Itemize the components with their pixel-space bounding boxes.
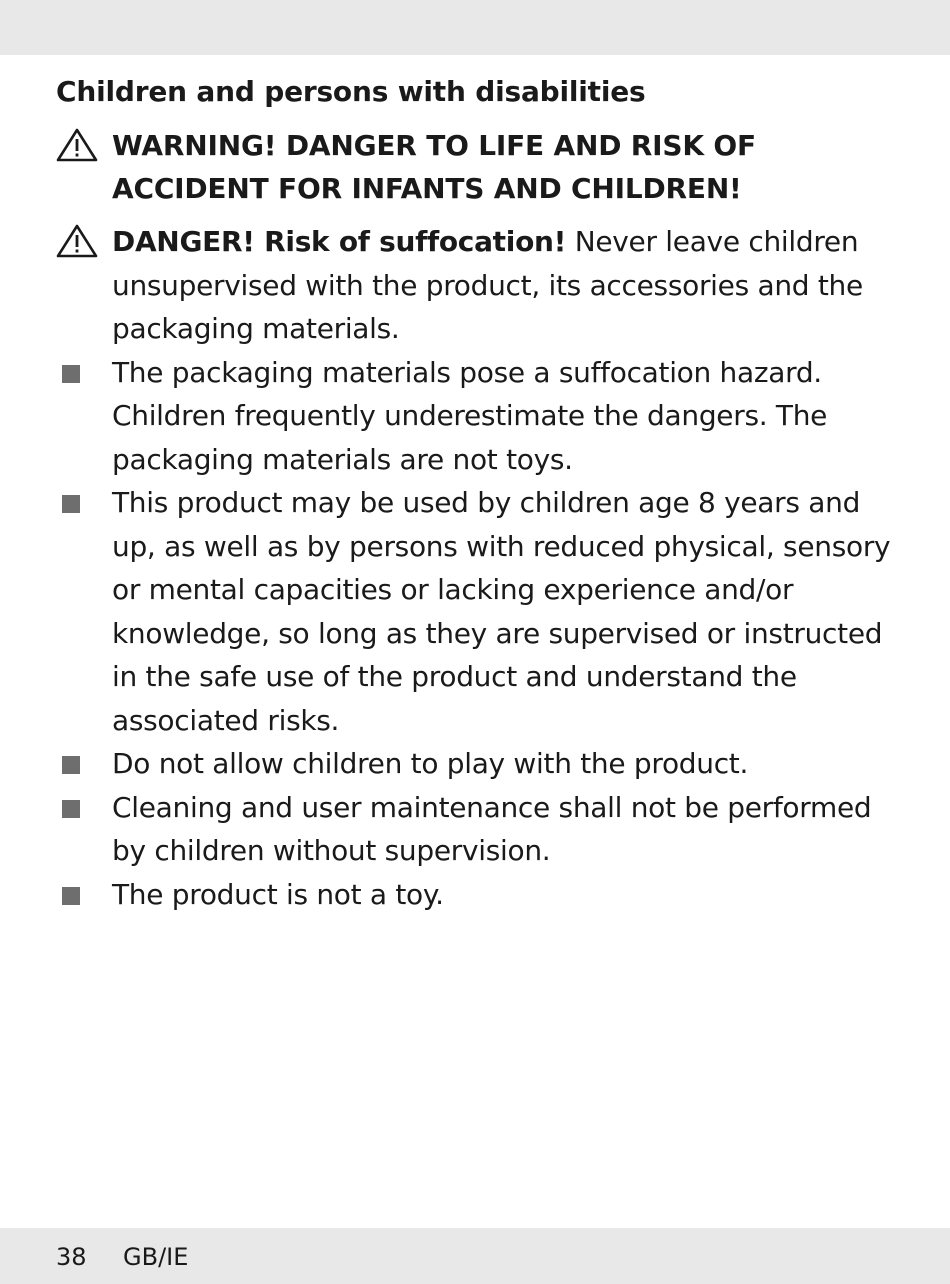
warning-triangle-icon — [56, 128, 98, 162]
list-item-text: The packaging materials pose a suffocation hazard. Children frequently underestimate the dangers. The packaging materials are not toys. — [112, 355, 828, 476]
square-bullet-icon — [62, 800, 80, 818]
list-item-text: The product is not a toy. — [112, 877, 444, 911]
square-bullet-icon — [62, 365, 80, 383]
warning-block — [56, 124, 896, 210]
warning-text: WARNING! DANGER TO LIFE AND RISK OF ACCIDENT FOR INFANTS AND CHILDREN! — [112, 129, 756, 205]
list-item-text: Do not allow children to play with the product. — [112, 747, 749, 780]
danger-block — [56, 220, 896, 351]
bullet-list — [56, 351, 896, 917]
top-band — [0, 0, 950, 55]
list-item — [56, 786, 896, 873]
section-heading: Children and persons with disabilities — [56, 75, 646, 108]
list-item — [56, 742, 896, 786]
warning-triangle-icon — [56, 224, 98, 258]
list-item-text: This product may be used by children age 8 years and up, as well as by persons with reduced physical, sensory or mental capacities or lacking experience and/or knowledge, so long as they are supervised or instructed in the safe use of the product and understand the associated risks. — [112, 486, 891, 737]
page-number: 38 — [56, 1243, 87, 1271]
list-item — [56, 873, 896, 917]
square-bullet-icon — [62, 495, 80, 513]
square-bullet-icon — [62, 756, 80, 774]
danger-label: DANGER! Risk of suffocation! — [112, 225, 567, 258]
list-item — [56, 481, 896, 742]
list-item — [56, 351, 896, 482]
page-content — [56, 70, 896, 916]
region-code: GB/IE — [123, 1243, 189, 1271]
list-item-text: Cleaning and user maintenance shall not be performed by children without supervision. — [112, 790, 872, 867]
danger-text: Never leave children unsupervised with the product, its accessories and the packaging materials. — [112, 225, 863, 345]
square-bullet-icon — [62, 887, 80, 905]
